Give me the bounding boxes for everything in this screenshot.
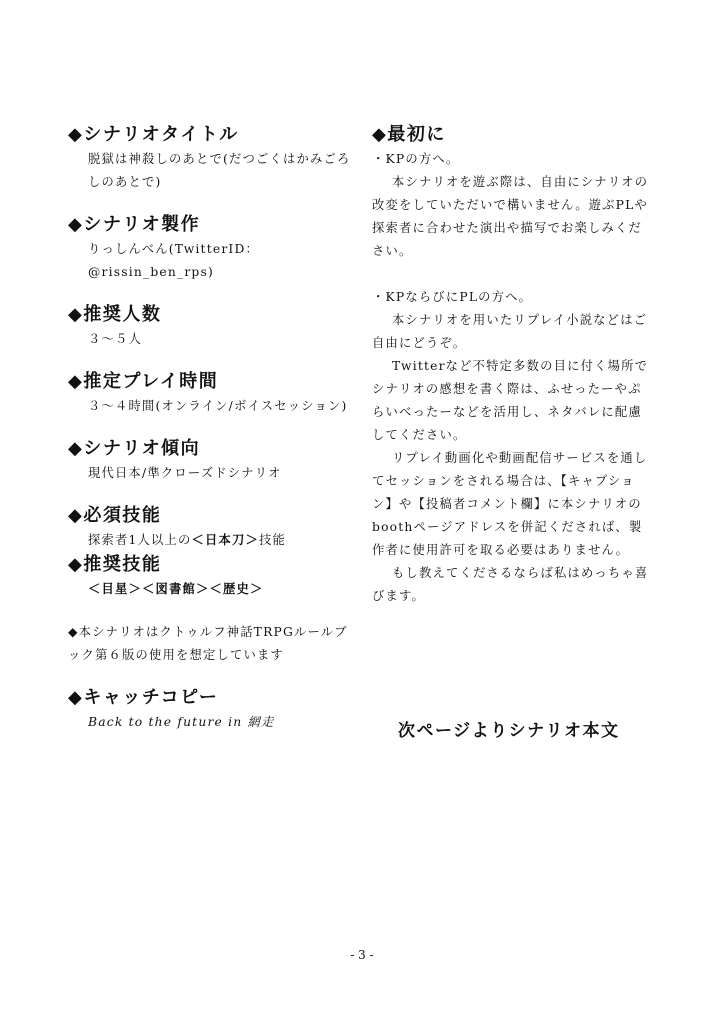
kp-text: 本シナリオを遊ぶ際は、自由にシナリオの改変をしていただいで構いません。遊ぶPLや探索者に合わせた演出や描写でお楽しみください。 xyxy=(372,175,649,258)
kp-pl-label: ・KPならびにPLの方へ。 xyxy=(372,290,533,304)
kp-pl-text-3: リプレイ動画化や動画配信サービスを通してセッションをされる場合は、【キャプション】や【投稿者コメント欄】に本シナリオのboothページアドレスを併記くだされば、製作者に使用許可を取る必要はありません。 xyxy=(372,451,648,557)
required-skill-heading: ◆必須技能 xyxy=(68,505,162,526)
intro-heading: ◆最初に xyxy=(372,124,446,145)
required-skill-prefix: 探索者1人以上の xyxy=(88,533,192,547)
right-column xyxy=(372,122,654,608)
required-skill-name: ＜日本刀＞ xyxy=(191,533,260,547)
kp-pl-text-1: 本シナリオを用いたリプレイ小説などはご自由にどうぞ。 xyxy=(372,313,648,350)
scenario-tendency-heading: ◆シナリオ傾向 xyxy=(68,438,201,459)
play-time-text: ３～４時間(オンライン/ボイスセッション) xyxy=(88,399,348,413)
kp-pl-text-4: もし教えてくださるならば私はめっちゃ喜びます。 xyxy=(372,566,649,603)
recommended-skill-heading: ◆推奨技能 xyxy=(68,554,162,575)
required-skill-suffix: 技能 xyxy=(259,533,287,547)
scenario-title-text: 脱獄は神殺しのあとで(だつごくはかみごろしのあとで) xyxy=(88,152,351,189)
catch-copy-text: Back to the future in 網走 xyxy=(88,715,275,729)
kp-label: ・KPの方へ。 xyxy=(372,152,460,166)
next-page-notice: 次ページよりシナリオ本文 xyxy=(398,721,620,741)
scenario-title-heading: ◆シナリオタイトル xyxy=(68,124,239,145)
left-column xyxy=(68,122,358,734)
spacer xyxy=(372,263,654,286)
scenario-author-text: りっしんべん(TwitterID：@rissin_ben_rps) xyxy=(88,242,260,279)
rulebook-note: ◆本シナリオはクトゥルフ神話TRPGルールブック第６版の使用を想定しています xyxy=(68,625,348,662)
required-skill-text xyxy=(68,529,358,552)
catch-copy-heading: ◆キャッチコピー xyxy=(68,687,219,708)
kp-pl-text-2: Twitterなど不特定多数の目に付く場所でシナリオの感想を書く際は、ふせったーやぷらいべったーなどを活用し、ネタバレに配慮してください。 xyxy=(372,359,649,442)
player-count-heading: ◆推奨人数 xyxy=(68,304,162,325)
play-time-heading: ◆推定プレイ時間 xyxy=(68,371,219,392)
scenario-tendency-text: 現代日本/準クローズドシナリオ xyxy=(88,466,282,480)
player-count-text: ３～５人 xyxy=(88,332,142,346)
scenario-author-heading: ◆シナリオ製作 xyxy=(68,214,201,235)
page-number: - 3 - xyxy=(350,948,374,962)
recommended-skill-text: ＜目星＞＜図書館＞＜歴史＞ xyxy=(88,582,264,596)
